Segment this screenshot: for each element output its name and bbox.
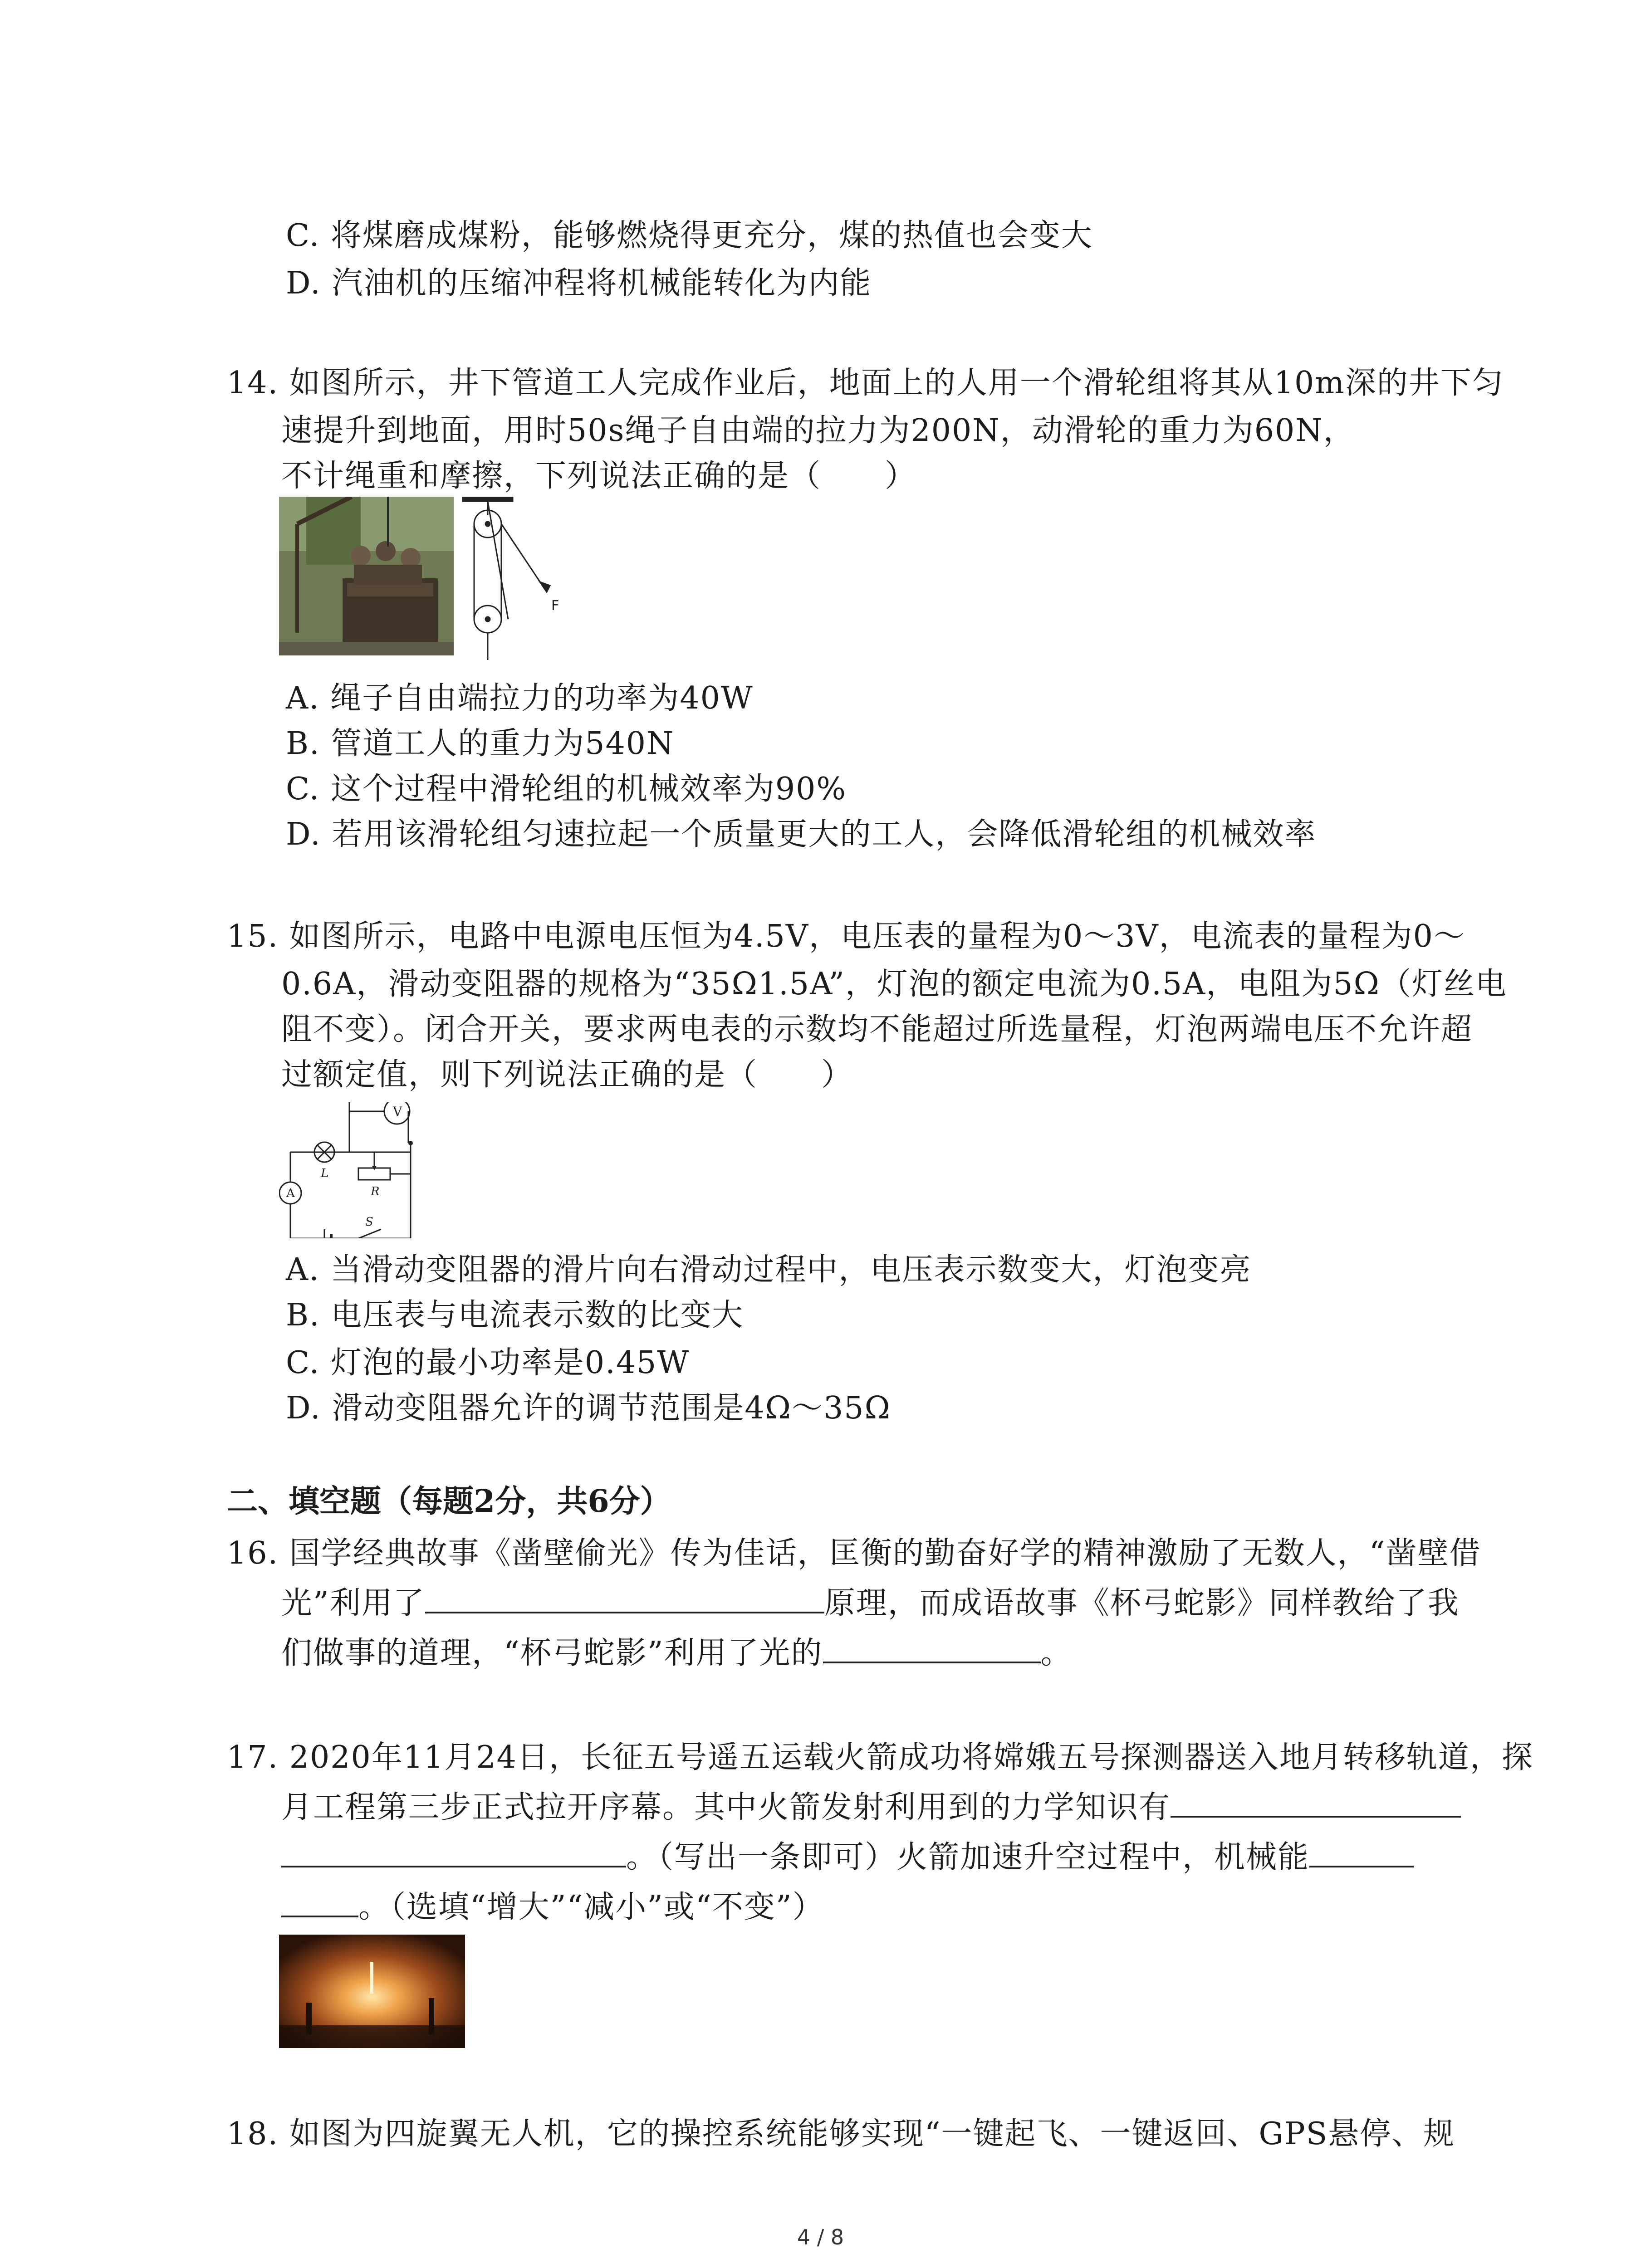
- q15-stem-line4: 过额定值，则下列说法正确的是（ ）: [281, 1057, 853, 1093]
- force-label: F: [551, 598, 559, 614]
- q14-stem-line3: 不计绳重和摩擦，下列说法正确的是（ ）: [281, 458, 917, 494]
- q16-blank-1[interactable]: [425, 1584, 824, 1613]
- section-heading: 二、填空题（每题2分，共6分）: [227, 1483, 671, 1520]
- q16-blank-2[interactable]: [823, 1634, 1041, 1663]
- q14-option-c: C. 这个过程中滑轮组的机械效率为90%: [286, 771, 847, 807]
- q15-option-d: D. 滑动变阻器允许的调节范围是4Ω～35Ω: [286, 1390, 891, 1426]
- ammeter-label: A: [286, 1187, 295, 1200]
- page-number: 4 / 8: [797, 2225, 844, 2249]
- q14-stem-line2: 速提升到地面，用时50s绳子自由端的拉力为200N，动滑轮的重力为60N，: [281, 413, 1355, 449]
- q15-stem-line2: 0.6A，滑动变阻器的规格为“35Ω1.5A”，灯泡的额定电流为0.5A，电阻为5Ω（灯丝电: [281, 966, 1507, 1002]
- lamp-label: L: [321, 1167, 329, 1180]
- q17-text-c: 。（选填“增大”“减小”或“不变”）: [358, 1889, 824, 1925]
- q15-circuit-figure: [279, 1102, 429, 1238]
- q18-stem-line1: 18. 如图为四旋翼无人机，它的操控系统能够实现“一键起飞、一键返回、GPS悬停、规: [227, 2116, 1455, 2152]
- q14-option-b: B. 管道工人的重力为540N: [286, 726, 675, 762]
- q17-text-a: 月工程第三步正式拉开序幕。其中火箭发射利用到的力学知识有: [281, 1789, 1171, 1825]
- q14-figure: [279, 497, 569, 665]
- q16-stem-line1: 16. 国学经典故事《凿壁偷光》传为佳话，匡衡的勤奋好学的精神激励了无数人，“凿壁借: [227, 1535, 1481, 1571]
- q17-blank-2b[interactable]: [281, 1888, 358, 1917]
- q13-option-d: D. 汽油机的压缩冲程将机械能转化为内能: [286, 265, 872, 301]
- q16-stem-line2: [281, 1581, 1460, 1626]
- q15-option-a: A. 当滑动变阻器的滑片向右滑动过程中，电压表示数变大，灯泡变亮: [286, 1252, 1252, 1288]
- q16-text-c: 们做事的道理，“杯弓蛇影”利用了光的: [281, 1635, 823, 1671]
- workers-photo: [279, 497, 454, 655]
- q14-option-a: A. 绳子自由端拉力的功率为40W: [286, 680, 754, 716]
- voltmeter-label: V: [393, 1104, 402, 1119]
- rocket-launch-photo: [279, 1935, 465, 2048]
- q16-text-d: 。: [1040, 1635, 1073, 1671]
- q17-stem-line4: [281, 1885, 824, 1930]
- q15-stem-line1: 15. 如图所示，电路中电源电压恒为4.5V，电压表的量程为0～3V，电流表的量程为0～: [227, 919, 1465, 954]
- q17-stem-line3: [281, 1835, 1414, 1880]
- q15-option-c: C. 灯泡的最小功率是0.45W: [286, 1345, 690, 1381]
- pulley-diagram: [463, 497, 550, 660]
- q17-stem-line1: 17. 2020年11月24日，长征五号遥五运载火箭成功将嫦娥五号探测器送入地月转移轨道，探: [227, 1740, 1533, 1775]
- q14-option-d: D. 若用该滑轮组匀速拉起一个质量更大的工人，会降低滑轮组的机械效率: [286, 816, 1317, 852]
- q16-stem-line3: [281, 1631, 1073, 1676]
- q16-text-a: 光”利用了: [281, 1585, 425, 1621]
- rheostat-label: R: [371, 1185, 380, 1198]
- q17-text-b: 。（写出一条即可）火箭加速升空过程中，机械能: [626, 1839, 1310, 1875]
- q17-stem-line2: [281, 1785, 1461, 1830]
- q17-blank-1a[interactable]: [1171, 1789, 1461, 1818]
- q14-stem-line1: 14. 如图所示，井下管道工人完成作业后，地面上的人用一个滑轮组将其从10m深的井下匀: [227, 365, 1504, 401]
- q15-option-b: B. 电压表与电流表示数的比变大: [286, 1297, 744, 1333]
- q17-blank-2a[interactable]: [1309, 1838, 1414, 1867]
- q15-stem-line3: 阻不变）。闭合开关，要求两电表的示数均不能超过所选量程，灯泡两端电压不允许超: [281, 1012, 1473, 1047]
- switch-label: S: [365, 1215, 373, 1229]
- q16-text-b: 原理，而成语故事《杯弓蛇影》同样教给了我: [824, 1585, 1460, 1621]
- q17-blank-1b[interactable]: [281, 1838, 626, 1867]
- q13-option-c: C. 将煤磨成煤粉，能够燃烧得更充分，煤的热值也会变大: [286, 218, 1093, 254]
